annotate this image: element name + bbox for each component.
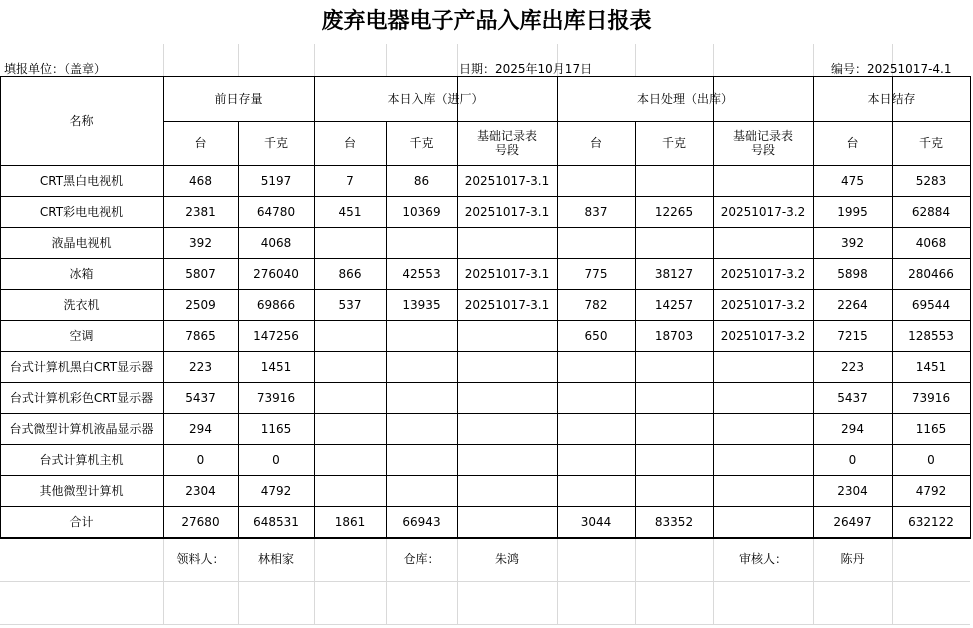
report-date: 日期：2025年10月17日 — [459, 62, 593, 76]
row-name: 台式计算机主机 — [39, 452, 124, 467]
table-cell: 2509 — [185, 297, 216, 312]
table-cell: 20251017-3.1 — [464, 297, 550, 312]
table-cell: 64780 — [256, 204, 296, 219]
gridline — [238, 44, 239, 76]
warehouse-name: 朱鸿 — [494, 552, 519, 566]
table-cell: 42553 — [402, 266, 441, 281]
table-cell — [557, 227, 635, 258]
header-processed: 本日处理（出库） — [636, 91, 733, 106]
gridline — [457, 44, 458, 76]
row-name: 台式计算机黑白CRT显示器 — [9, 359, 154, 374]
table-cell — [457, 506, 557, 537]
table-cell — [635, 475, 713, 506]
table-cell — [635, 227, 713, 258]
table-cell — [314, 351, 386, 382]
reviewer-label: 审核人： — [738, 552, 787, 566]
table-cell: 2304 — [837, 483, 868, 498]
table-cell: 4792 — [915, 483, 947, 498]
header-prev-stock: 前日存量 — [214, 91, 263, 106]
table-cell — [314, 413, 386, 444]
row-name: 液晶电视机 — [51, 235, 112, 250]
table-cell: 20251017-3.1 — [464, 204, 550, 219]
table-cell: 5898 — [837, 266, 868, 281]
table-cell — [457, 444, 557, 475]
row-name: 空调 — [69, 328, 94, 343]
table-cell: 0 — [196, 452, 205, 467]
table-cell: 69544 — [911, 297, 951, 312]
header-subcolumn: 千克 — [263, 136, 288, 150]
table-cell — [314, 320, 386, 351]
table-cell: 66943 — [402, 514, 441, 529]
header-subcolumn: 台 — [343, 136, 356, 150]
table-cell: 2264 — [837, 297, 868, 312]
receiver-name: 林相家 — [257, 552, 294, 566]
header-subcolumn: 千克 — [918, 136, 943, 150]
table-cell: 7865 — [185, 328, 216, 343]
header-subcolumn: 台 — [846, 136, 859, 150]
table-cell: 0 — [848, 452, 857, 467]
table-border — [970, 76, 971, 538]
table-cell: 20251017-3.2 — [720, 328, 806, 343]
table-cell: 650 — [584, 328, 608, 343]
receiver-label: 领料人： — [176, 552, 225, 566]
table-cell — [635, 351, 713, 382]
reviewer-name: 陈丹 — [840, 552, 865, 566]
table-cell — [457, 320, 557, 351]
table-cell: 69866 — [256, 297, 296, 312]
gridline — [0, 624, 970, 625]
table-cell: 10369 — [402, 204, 441, 219]
table-cell: 5807 — [185, 266, 216, 281]
table-cell: 468 — [189, 173, 212, 188]
table-cell: 26497 — [833, 514, 872, 529]
table-cell: 86 — [413, 173, 430, 188]
gridline — [314, 44, 315, 76]
table-cell — [314, 382, 386, 413]
table-cell: 1165 — [915, 421, 947, 436]
gridline — [386, 44, 387, 76]
table-cell — [386, 351, 457, 382]
table-cell: 0 — [272, 452, 280, 467]
table-cell: 147256 — [253, 328, 299, 343]
table-cell: 782 — [584, 297, 608, 312]
table-cell: 223 — [841, 359, 864, 374]
table-cell: 62884 — [911, 204, 951, 219]
table-cell — [713, 444, 813, 475]
table-cell: 648531 — [253, 514, 299, 529]
table-cell — [557, 413, 635, 444]
table-cell — [557, 165, 635, 196]
table-cell — [713, 227, 813, 258]
table-cell — [713, 506, 813, 537]
table-cell: 20251017-3.2 — [720, 204, 806, 219]
table-cell: 13935 — [402, 297, 441, 312]
report-code: 编号：20251017-4.1 — [831, 62, 952, 76]
table-cell — [713, 475, 813, 506]
table-cell — [713, 413, 813, 444]
table-cell: 451 — [338, 204, 362, 219]
table-cell: 4068 — [260, 235, 292, 250]
table-cell: 392 — [841, 235, 864, 250]
table-cell — [635, 382, 713, 413]
report-title: 废弃电器电子产品入库出库日报表 — [321, 9, 652, 34]
table-cell — [457, 227, 557, 258]
table-cell: 632122 — [908, 514, 954, 529]
header-subcolumn: 千克 — [409, 136, 434, 150]
header-subcolumn: 台 — [589, 136, 602, 150]
table-cell: 3044 — [580, 514, 612, 529]
row-name: 冰箱 — [69, 266, 94, 281]
header-name: 名称 — [69, 113, 94, 128]
header-inbound: 本日入库（进厂） — [387, 91, 484, 106]
table-cell — [386, 444, 457, 475]
table-cell — [557, 351, 635, 382]
row-name: CRT黑白电视机 — [39, 173, 124, 188]
table-cell — [635, 413, 713, 444]
table-cell: 1451 — [915, 359, 947, 374]
table-cell: 20251017-3.1 — [464, 173, 550, 188]
table-cell: 475 — [841, 173, 864, 188]
table-cell: 73916 — [256, 390, 296, 405]
table-cell: 5197 — [260, 173, 292, 188]
table-cell — [457, 382, 557, 413]
gridline — [713, 44, 714, 76]
table-cell: 537 — [338, 297, 362, 312]
table-cell — [386, 475, 457, 506]
table-cell: 5437 — [185, 390, 216, 405]
table-cell: 775 — [584, 266, 608, 281]
fill-unit-label: 填报单位：（盖章） — [4, 62, 107, 76]
table-cell: 83352 — [654, 514, 694, 529]
table-cell: 4068 — [915, 235, 947, 250]
table-cell: 1995 — [837, 204, 868, 219]
table-cell: 7215 — [837, 328, 868, 343]
table-cell: 12265 — [654, 204, 694, 219]
table-cell: 0 — [927, 452, 935, 467]
gridline — [813, 44, 814, 76]
table-cell — [386, 382, 457, 413]
gridline — [635, 44, 636, 76]
table-cell: 2381 — [185, 204, 216, 219]
table-cell: 38127 — [654, 266, 694, 281]
gridline — [0, 581, 970, 582]
row-name: 合计 — [69, 514, 94, 529]
header-subcolumn: 基础记录表 号段 — [476, 129, 537, 157]
table-cell — [386, 227, 457, 258]
table-cell: 866 — [338, 266, 362, 281]
table-cell — [314, 444, 386, 475]
table-cell: 1861 — [334, 514, 366, 529]
table-cell — [314, 227, 386, 258]
table-cell: 5283 — [915, 173, 947, 188]
header-subcolumn: 基础记录表 号段 — [732, 129, 793, 157]
header-subcolumn: 千克 — [661, 136, 686, 150]
table-cell — [457, 475, 557, 506]
row-name: CRT彩电电视机 — [39, 204, 124, 219]
table-cell: 223 — [189, 359, 212, 374]
table-cell: 1165 — [260, 421, 292, 436]
gridline — [163, 44, 164, 76]
table-cell: 4792 — [260, 483, 292, 498]
table-cell: 20251017-3.1 — [464, 266, 550, 281]
table-cell: 20251017-3.2 — [720, 266, 806, 281]
table-cell: 294 — [841, 421, 864, 436]
header-balance: 本日结存 — [867, 91, 916, 106]
table-cell: 837 — [584, 204, 608, 219]
table-cell: 7 — [346, 173, 354, 188]
row-name: 其他微型计算机 — [39, 483, 124, 498]
table-cell — [713, 165, 813, 196]
table-cell — [635, 165, 713, 196]
row-name: 洗衣机 — [63, 297, 100, 312]
table-cell: 73916 — [911, 390, 951, 405]
header-subcolumn: 台 — [194, 136, 207, 150]
table-cell: 20251017-3.2 — [720, 297, 806, 312]
table-cell — [557, 444, 635, 475]
table-cell: 392 — [189, 235, 212, 250]
table-cell — [557, 382, 635, 413]
table-cell: 2304 — [185, 483, 216, 498]
table-cell — [457, 351, 557, 382]
table-cell — [386, 320, 457, 351]
table-cell: 128553 — [908, 328, 954, 343]
table-cell — [557, 475, 635, 506]
table-cell: 5437 — [837, 390, 868, 405]
row-name: 台式计算机彩色CRT显示器 — [9, 390, 154, 405]
table-cell: 294 — [189, 421, 212, 436]
table-cell: 27680 — [181, 514, 220, 529]
table-cell — [635, 444, 713, 475]
table-cell — [314, 475, 386, 506]
table-cell — [713, 351, 813, 382]
warehouse-label: 仓库： — [403, 552, 440, 566]
table-cell: 280466 — [908, 266, 954, 281]
table-cell — [386, 413, 457, 444]
table-cell — [457, 413, 557, 444]
table-cell: 14257 — [654, 297, 694, 312]
row-name: 台式微型计算机液晶显示器 — [9, 421, 154, 436]
table-cell: 18703 — [654, 328, 694, 343]
table-cell — [713, 382, 813, 413]
table-cell: 276040 — [253, 266, 299, 281]
table-cell: 1451 — [260, 359, 292, 374]
